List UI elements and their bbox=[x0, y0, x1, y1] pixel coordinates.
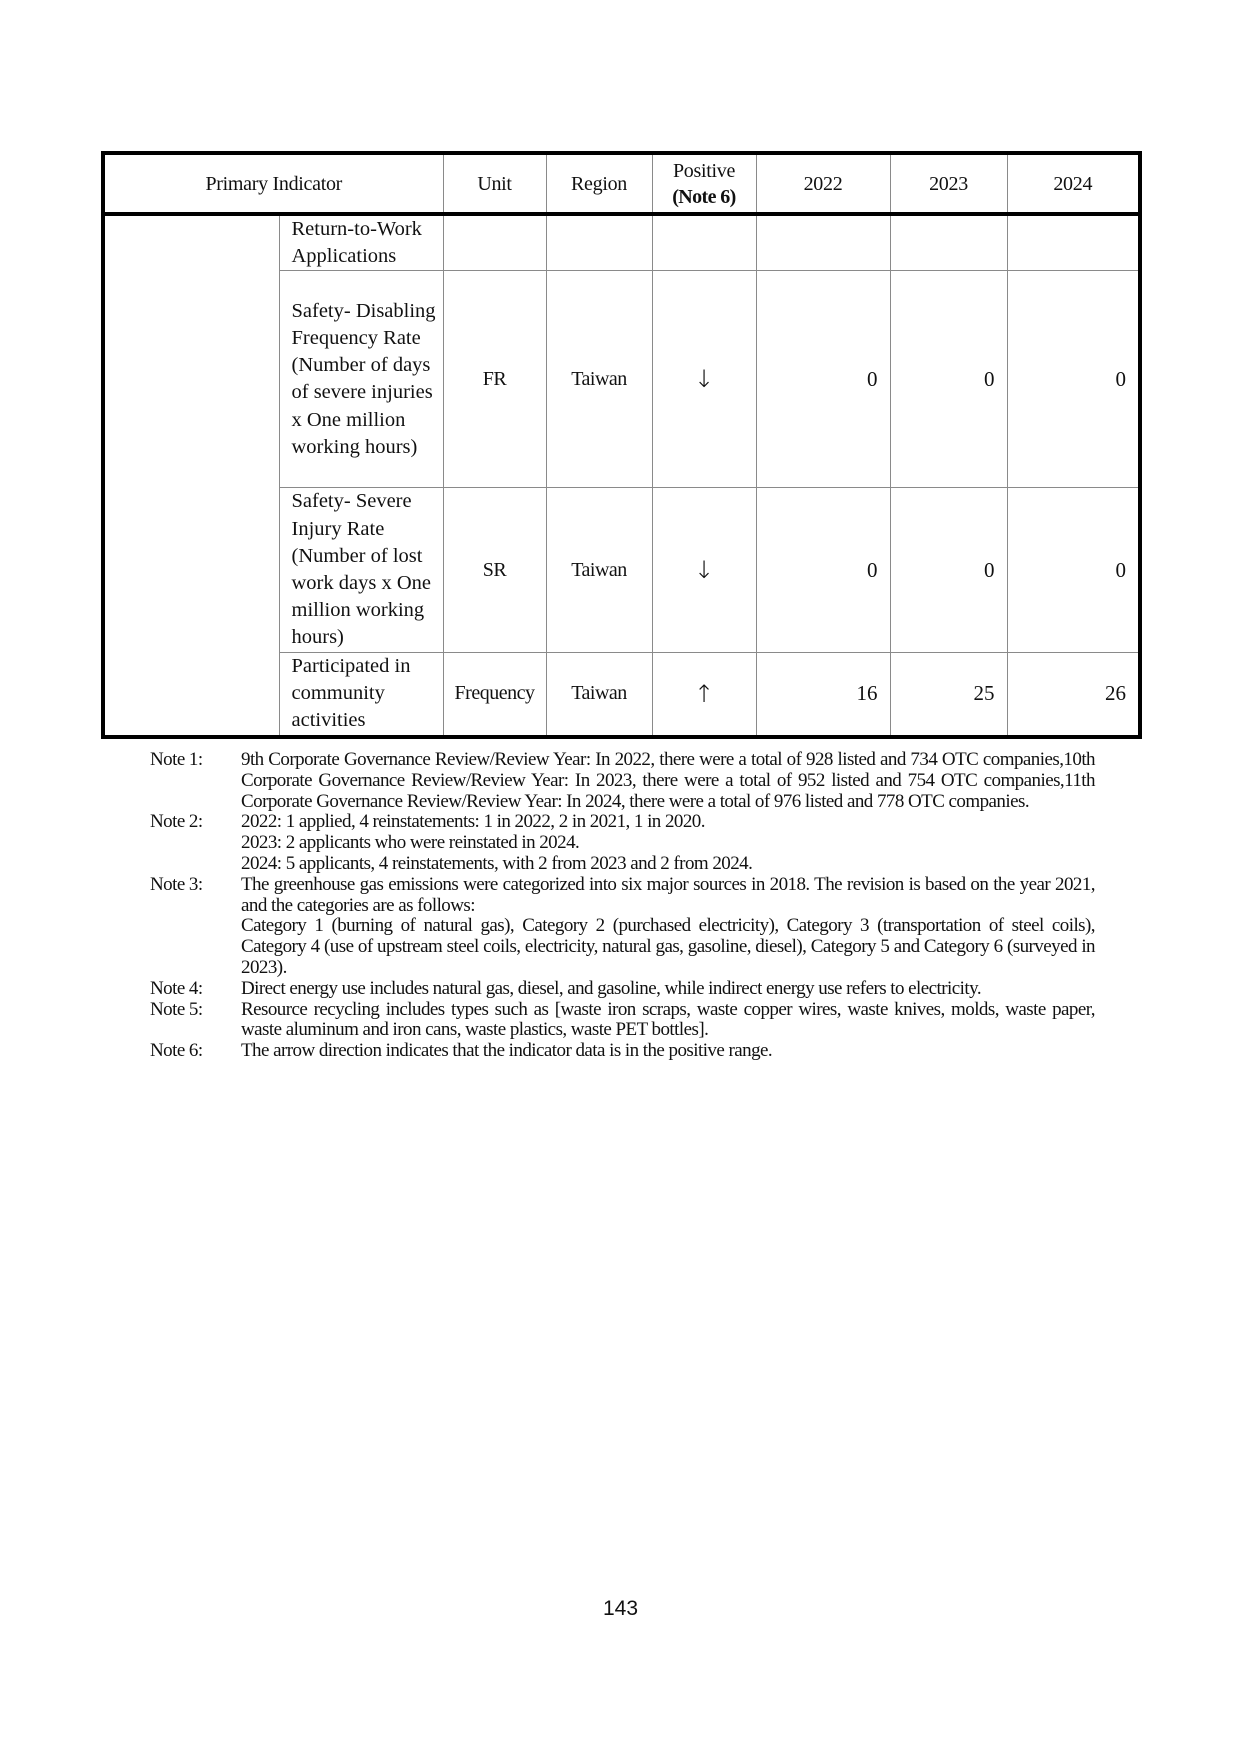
main-category-cell bbox=[103, 214, 279, 737]
value-2023: 25 bbox=[890, 652, 1007, 737]
header-2023: 2023 bbox=[890, 153, 1007, 214]
region-cell: Taiwan bbox=[546, 652, 652, 737]
note-label: Note 5: bbox=[150, 998, 203, 1020]
table-header-row bbox=[103, 153, 1140, 214]
value-2023 bbox=[890, 214, 1007, 271]
note-5 bbox=[150, 1000, 1095, 1042]
positive-direction-icon bbox=[652, 214, 756, 271]
note-text: 9th Corporate Governance Review/Review Year: In 2022, there were a total of 928 listed and 734 OTC companies,10th Corporate Governance Review/Review Year: In 2023, there were a total of 952 listed and 754 OTC companies,11th Corporate Governance Review/Review Year: In 2024, there were a total of 976 listed and 778 OTC companies. bbox=[241, 749, 1095, 812]
note-label: Note 1: bbox=[150, 749, 203, 770]
indicator-name: Safety- Disabling Frequency Rate (Number of days of severe injuries x One million working hours) bbox=[279, 271, 443, 488]
value-2023: 0 bbox=[890, 271, 1007, 488]
indicator-name: Participated in community activities bbox=[279, 652, 443, 737]
header-unit: Unit bbox=[443, 153, 546, 214]
note-body bbox=[241, 979, 1095, 1000]
note-6 bbox=[150, 1041, 1095, 1062]
note-text: Direct energy use includes natural gas, diesel, and gasoline, while indirect energy use refers to electricity. bbox=[241, 977, 982, 999]
indicator-name: Safety- Severe Injury Rate (Number of lost work days x One million working hours) bbox=[279, 488, 443, 652]
value-2024: 0 bbox=[1007, 488, 1140, 652]
note-label: Note 6: bbox=[150, 1040, 203, 1062]
note-body bbox=[241, 750, 1095, 812]
down-arrow-icon: ↓ bbox=[652, 271, 756, 488]
value-2022: 0 bbox=[756, 271, 890, 488]
header-positive bbox=[652, 153, 756, 214]
note-3 bbox=[150, 875, 1095, 979]
region-cell: Taiwan bbox=[546, 271, 652, 488]
note-body bbox=[241, 875, 1095, 979]
value-2022: 16 bbox=[756, 652, 890, 737]
value-2022: 0 bbox=[756, 488, 890, 652]
value-2023: 0 bbox=[890, 488, 1007, 652]
note-text: 2022: 1 applied, 4 reinstatements: 1 in 2022, 2 in 2021, 1 in 2020. bbox=[241, 811, 705, 833]
note-body bbox=[241, 812, 1095, 874]
note-text: The arrow direction indicates that the indicator data is in the positive range. bbox=[241, 1040, 773, 1062]
header-2024: 2024 bbox=[1007, 153, 1140, 214]
value-2024: 26 bbox=[1007, 652, 1140, 737]
unit-cell: Frequency bbox=[443, 652, 546, 737]
note-label: Note 4: bbox=[150, 977, 203, 999]
value-2024 bbox=[1007, 214, 1140, 271]
value-2022 bbox=[756, 214, 890, 271]
note-2 bbox=[150, 812, 1095, 874]
unit-cell: FR bbox=[443, 271, 546, 488]
header-2022: 2022 bbox=[756, 153, 890, 214]
note-1 bbox=[150, 750, 1095, 812]
note-text: The greenhouse gas emissions were categorized into six major sources in 2018. The revision is based on the year 2021, and the categories are as follows: bbox=[241, 873, 1095, 916]
value-2024: 0 bbox=[1007, 271, 1140, 488]
page-number: 143 bbox=[602, 1597, 639, 1620]
region-cell bbox=[546, 214, 652, 271]
note-label: Note 3: bbox=[150, 873, 203, 895]
note-label: Note 2: bbox=[150, 811, 203, 833]
indicator-table bbox=[101, 151, 1142, 739]
indicator-name: Return-to-Work Applications bbox=[279, 214, 443, 271]
note-4 bbox=[150, 979, 1095, 1000]
table-row bbox=[103, 214, 1140, 271]
note-body bbox=[241, 1041, 1095, 1062]
header-region: Region bbox=[546, 153, 652, 214]
note-text: 2023: 2 applicants who were reinstated in 2024. bbox=[241, 832, 580, 854]
note-text: 2024: 5 applicants, 4 reinstatements, with 2 from 2023 and 2 from 2024. bbox=[241, 852, 753, 874]
region-cell: Taiwan bbox=[546, 488, 652, 652]
header-positive-note-ref: (Note 6) bbox=[672, 185, 736, 208]
down-arrow-icon: ↓ bbox=[652, 488, 756, 652]
note-body bbox=[241, 1000, 1095, 1042]
footnotes bbox=[150, 750, 1095, 1062]
header-positive-label: Positive bbox=[672, 159, 736, 182]
unit-cell bbox=[443, 214, 546, 271]
unit-cell: SR bbox=[443, 488, 546, 652]
note-text: Resource recycling includes types such as [waste iron scraps, waste copper wires, waste knives, molds, waste paper, waste aluminum and iron cans, waste plastics, waste PET bottles]. bbox=[241, 998, 1095, 1041]
note-text: Category 1 (burning of natural gas), Category 2 (purchased electricity), Category 3 (transportation of steel coils), Category 4 (use of upstream steel coils, electricity, natural gas, gasoline, diesel), Category 5 and Category 6 (surveyed in 2023). bbox=[241, 915, 1095, 978]
up-arrow-icon: ↑ bbox=[652, 652, 756, 737]
header-primary-indicator: Primary Indicator bbox=[103, 153, 443, 214]
